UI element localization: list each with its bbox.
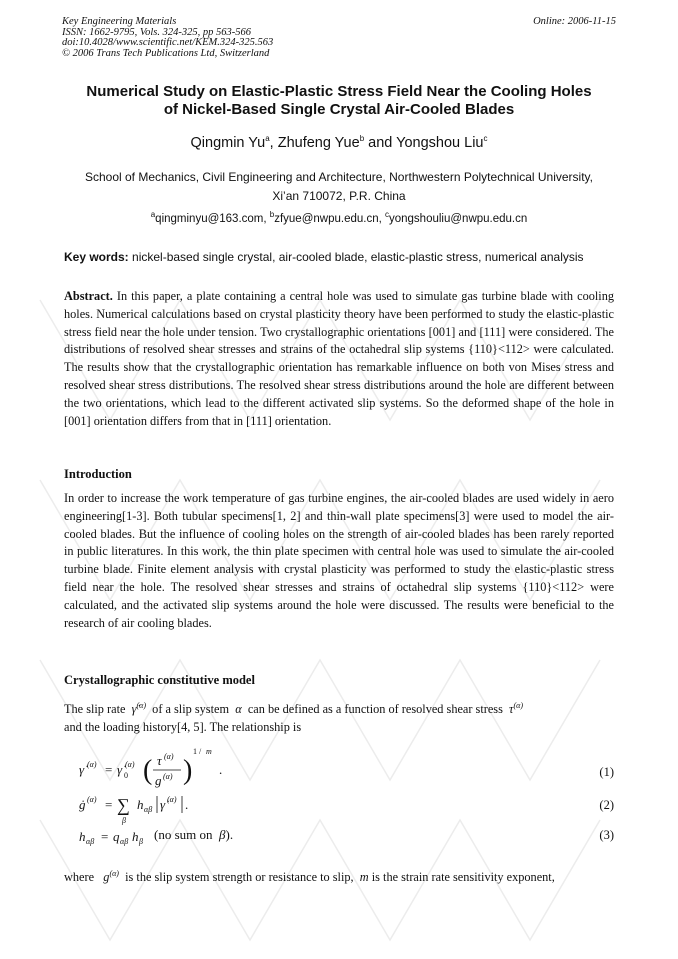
author-2: , Zhufeng Yue <box>269 134 360 151</box>
copyright-line: © 2006 Trans Tech Publications Ltd, Switzerland <box>62 47 270 59</box>
keywords <box>64 250 624 264</box>
journal-name: Key Engineering Materials <box>62 16 177 27</box>
m-symbol: m <box>359 870 369 885</box>
author-1-sup: a <box>265 134 270 143</box>
g-alpha-symbol: $g^{(\alpha)}$ <box>103 869 119 885</box>
svg-text:=: = <box>101 829 109 844</box>
affiliation <box>50 168 628 206</box>
model-text-2: of a slip system <box>152 702 230 717</box>
alpha-symbol: α <box>235 702 242 717</box>
equation-3-number: (3) <box>599 828 614 842</box>
title-line-2: of Nickel-Based Single Crystal Air-Cooled Blades <box>163 101 515 118</box>
model-text-4: and the loading history[4, 5]. The relationship is <box>64 719 302 734</box>
email-1-sup: a <box>150 210 156 219</box>
svg-text:(α): (α) <box>163 772 173 781</box>
model-heading: Crystallographic constitutive model <box>64 673 255 687</box>
svg-text:h: h <box>79 829 86 844</box>
model-text-1: The slip rate <box>64 702 126 717</box>
svg-text:q: q <box>113 829 120 844</box>
email-2[interactable]: zfyue@nwpu.edu.cn, <box>274 212 385 225</box>
gamma-dot-symbol: γ̇$^{(\alpha)}$ <box>131 701 147 717</box>
svg-text:(α): (α) <box>164 752 174 761</box>
author-3-sup: c <box>483 134 488 143</box>
svg-text:h: h <box>132 829 139 844</box>
online-date: Online: 2006-11-15 <box>533 16 616 27</box>
author-list <box>40 134 638 151</box>
author-2-sup: b <box>359 134 365 143</box>
abstract-text: In this paper, a plate containing a central hole was used to simulate gas turbine blade with cooling holes. Numerical calculations based on crystal plasticity theory have been performed to study the elastic-plastic stress field near the hole under tension. Two crystallographic orientations [001] and [111] were considered. The distributions of resolved shear stresses and strains of the octahedral slip systems {110}<112> were calculated. The results show that the crystallographic orientation has remarkable influence on both von Mises stress and resolved shear stress distributions. The resolved shear stress distributions around the hole are different between the two orientations, which lead to the different activated slip systems. So the deformed shape of the hole in [001] orientation differs from that in [111] orientation. <box>64 289 614 428</box>
equation-3-note: (no sum on β). <box>154 827 234 842</box>
abstract-label: Abstract. <box>64 289 113 303</box>
keywords-text: nickel-based single crystal, air-cooled blade, elastic-plastic stress, numerical analysis <box>128 250 584 264</box>
introduction-heading: Introduction <box>64 467 132 481</box>
introduction-text: In order to increase the work temperature of gas turbine engines, the air-cooled blades are used widely in aero engineering[1-3]. Both tubular specimens[1, 2] and thin-wall plate specimens[3] were used to model the air-cooled blades. But the influence of cooling holes on the strength of air-cooled blades has been rarely reported in public literatures. In this work, the thin plate specimen with central hole was used to simulate the air-cooled turbine blade. Finite element analysis with crystal plasticity was performed to study the elastic-plastic stress field near the hole. The resolved shear stresses and strains of octahedral slip systems {110}<112> were calculated, and the activated slip systems around the hole were discussed. The results were beneficial to the research of air cooling blades. <box>64 491 614 630</box>
svg-text:h: h <box>137 797 144 812</box>
where-text-1: where <box>64 870 95 885</box>
email-3[interactable]: yongshouliu@nwpu.edu.cn <box>389 212 528 225</box>
svg-text:∑: ∑ <box>117 795 130 815</box>
journal-header <box>62 17 482 59</box>
svg-text:(α): (α) <box>87 795 97 804</box>
abstract <box>64 288 614 430</box>
svg-text:αβ: αβ <box>144 805 153 814</box>
svg-text:(α): (α) <box>125 760 135 769</box>
author-1: Qingmin Yu <box>190 134 266 151</box>
equation-2 <box>79 793 614 825</box>
equation-1 <box>79 745 614 795</box>
svg-text:m: m <box>206 747 212 756</box>
svg-text:g: g <box>155 773 162 788</box>
affiliation-line-2: Xi’an 710072, P.R. China <box>272 189 406 203</box>
model-intro <box>64 697 614 737</box>
equation-3 <box>79 826 614 848</box>
issn-line: ISSN: 1662-9795, Vols. 324-325, pp 563-566 <box>62 26 251 38</box>
svg-text:γ̇: γ̇ <box>117 762 123 777</box>
svg-text:0: 0 <box>124 771 128 780</box>
equation-1-formula <box>79 745 239 795</box>
svg-text:β: β <box>139 837 143 846</box>
svg-text:αβ: αβ <box>120 837 129 846</box>
email-2-sup: b <box>269 210 275 219</box>
author-emails <box>50 210 628 225</box>
paper-title <box>40 83 638 119</box>
equation-2-number: (2) <box>599 798 614 812</box>
keywords-label: Key words: <box>64 250 129 264</box>
svg-text:=: = <box>105 762 113 777</box>
tau-symbol: $\tau^{(\alpha)}$ <box>509 701 523 717</box>
svg-text:1 /: 1 / <box>193 747 202 756</box>
svg-text:β: β <box>122 816 126 825</box>
where-clause <box>64 865 614 887</box>
svg-text:(α): (α) <box>167 795 177 804</box>
svg-text:.: . <box>219 762 223 777</box>
svg-text:τ: τ <box>157 753 162 768</box>
equation-3-note-text: (no sum on <box>154 827 213 842</box>
svg-text:γ̇: γ̇ <box>160 797 166 812</box>
svg-text:ġ: ġ <box>79 797 86 812</box>
equation-1-number: (1) <box>599 765 614 779</box>
model-text-3: can be defined as a function of resolved shear stress <box>247 702 503 717</box>
affiliation-line-1: School of Mechanics, Civil Engineering and Architecture, Northwestern Polytechnical University, <box>84 170 593 184</box>
doi-line[interactable]: doi:10.4028/www.scientific.net/KEM.324-325.563 <box>62 37 274 48</box>
where-text-2: is the slip system strength or resistance to slip, <box>125 870 354 885</box>
title-line-1: Numerical Study on Elastic-Plastic Stress Field Near the Cooling Holes <box>86 83 592 100</box>
svg-text:γ̇: γ̇ <box>79 762 85 777</box>
author-3: and Yongshou Liu <box>364 134 484 151</box>
svg-text:): ) <box>183 755 193 786</box>
where-text-3: is the strain rate sensitivity exponent, <box>371 870 555 885</box>
email-1[interactable]: qingminyu@163.com, <box>155 212 270 225</box>
svg-text:(: ( <box>143 755 153 786</box>
svg-text:αβ: αβ <box>86 837 95 846</box>
email-3-sup: c <box>385 210 389 219</box>
svg-text:.: . <box>185 797 189 812</box>
equation-2-formula <box>79 793 239 825</box>
svg-text:(α): (α) <box>87 760 97 769</box>
svg-text:=: = <box>105 797 113 812</box>
